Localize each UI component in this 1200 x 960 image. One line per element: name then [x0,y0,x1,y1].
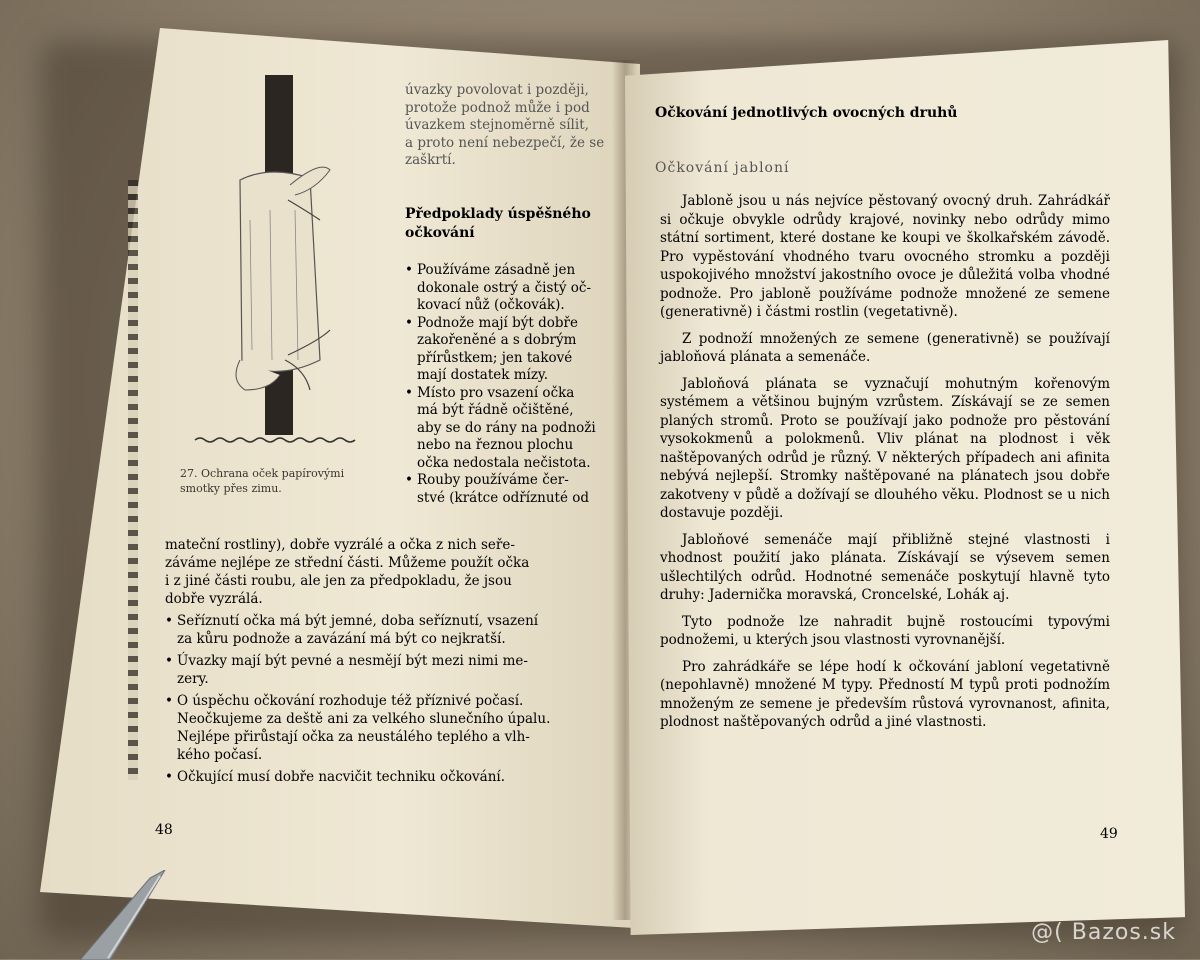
bullet-item [165,652,605,688]
paragraph: Jabloňová plánata se vyznačují mohutným kořenovým systémem a většinou bujným vzrůstem. Získávají se ze semen planých stromů. Proto se používají jako podnože pro pěstování vysokokmenů a polokmenů. Vliv plánat na plodnost i věk naštěpovaných odrůd je různý. V některých případech ani afinita nebývá nejlepší. Stromky naštěpované na plánatech jsou dobře zakotveny v půdě a dožívají se dlouhého věku. Plodnost se u nich dostavuje později. [660,375,1110,521]
text-line: má být řádně očištěné, [417,402,574,418]
caption-line: smotky přes zimu. [180,482,282,495]
stake-illustration [170,60,380,450]
text-line: Neočkujeme za deště ani za velkého slunečního úpalu. [177,711,551,727]
text-line: přírůstkem; jen takové [417,349,573,366]
text-line: úvazkem stejnoměrně sílit, [405,117,589,133]
chapter-heading: Očkování jednotlivých ovocných druhů [655,105,958,121]
text-line: očka nedostala nečistota. [417,454,591,471]
bullet-item [405,315,610,385]
book-edge-stripe [128,180,138,780]
paragraph: Jabloňové semenáče mají přibližně stejné vlastnosti i vhodnost použití jako plánata. Získávají se výsevem semen ušlechtilých odrůd. Hodnotné semenáče poskytují hlavně tyto druhy: Jadernička moravská, Croncelské, Lohák aj. [660,531,1110,603]
text-line: kovací nůž (očkovák). [417,297,565,313]
text-line: mají dostatek mízy. [417,367,549,383]
heading-line: očkování [405,225,475,241]
paragraph: Tyto podnože lze nahradit bujně rostoucími typovými podnožemi, u kterých jsou vlastnosti vyrovnanější. [660,613,1110,648]
text-line: • O úspěchu očkování rozhoduje též příznivé počasí. [177,693,524,709]
text-line: dobře vyzrálá. [165,591,263,607]
text-line: • Seříznutí očka má být jemné, doba seříznutí, vsazení [177,613,539,629]
text-line: mateční rostliny), dobře vyzrálé a očka z nich seře- [165,537,515,553]
knife-blade [80,870,190,960]
text-line: • Podnože mají být dobře [417,314,579,331]
bullet-item [165,692,605,764]
paragraph: Pro zahrádkáře se lépe hodí k očkování jabloní vegetativně (nepohlavně) množené M typy. Předností M typů proti podnožím množeným ze semene je především růstová vyrovnanost, afinita, plodnost naštěpovaných odrůd a jiné vlastnosti. [660,658,1110,730]
paragraph: Z podnoží množených ze semene (generativně) se používají jabloňová plánata a semenáče. [660,330,1110,365]
text-line: stvé (krátce odříznuté od [417,489,589,506]
bullet-item [165,612,605,648]
page-number-right: 49 [1100,826,1118,842]
text-line: • Rouby používáme čer- [417,472,569,488]
bullet-item [405,472,610,507]
column-bullets [405,262,610,507]
heading-line: Předpoklady úspěšného [405,206,591,222]
text-line: i z jiné části roubu, ale jen za předpokladu, že jsou [165,573,512,589]
caption-line: 27. Ochrana oček papírovými [180,467,345,480]
text-line: aby se do rány na podnoži [417,419,596,436]
section-subheading: Očkování jabloní [655,160,790,176]
bullet-item [405,385,610,473]
figure-caption [180,466,380,496]
full-width-text [165,536,605,786]
text-line: kého počasí. [177,747,263,763]
text-line: • Úvazky mají být pevné a nesmějí být mezi nimi me- [177,653,528,669]
top-fragment [405,82,610,170]
page-number-left: 48 [155,822,173,838]
text-line: • Očkující musí dobře nacvičit techniku očkování. [177,769,506,785]
text-line: zaškrtí. [405,152,456,168]
text-line: úvazky povolovat i později, [405,82,589,98]
paragraph: Jabloně jsou u nás nejvíce pěstovaný ovocný druh. Zahrádkář si očkuje obvykle odrůdy krajové, novinky nebo odrůdy mimo státní sortiment, které dostane ke koupi ve školkařském závodě. Pro vypěstování vhodného tvaru ovocného stromku a později uspokojivého množství jakostního ovoce je důležitá volba vhodné podnože. Pro jabloně používáme podnože množené ze semene (generativně) i částmi rostlin (vegetativně). [660,193,1110,320]
bullet-item [165,768,605,786]
text-line: • Používáme zásadně jen [417,262,576,278]
text-line: protože podnož může i pod [405,99,590,116]
bullet-item [405,262,610,315]
text-line: Nejlépe přirůstají očka za neustálého teplého a vlh- [177,729,530,745]
section-heading [405,205,610,243]
text-line: záváme nejlépe ze střední části. Můžeme použít očka [165,555,530,571]
text-line: nebo na řeznou plochu [417,437,574,453]
text-line: a proto není nebezpečí, že se [405,134,605,151]
text-line: zery. [177,671,209,687]
text-line: zakořeněné a s dobrým [417,332,577,348]
site-watermark: @( Bazos.sk [1031,920,1176,945]
text-line: za kůru podnože a zavázání má být co nejkratší. [177,631,506,647]
text-line: dokonale ostrý a čistý oč- [417,279,592,296]
right-text-body [660,192,1110,740]
text-line: • Místo pro vsazení očka [417,384,575,401]
